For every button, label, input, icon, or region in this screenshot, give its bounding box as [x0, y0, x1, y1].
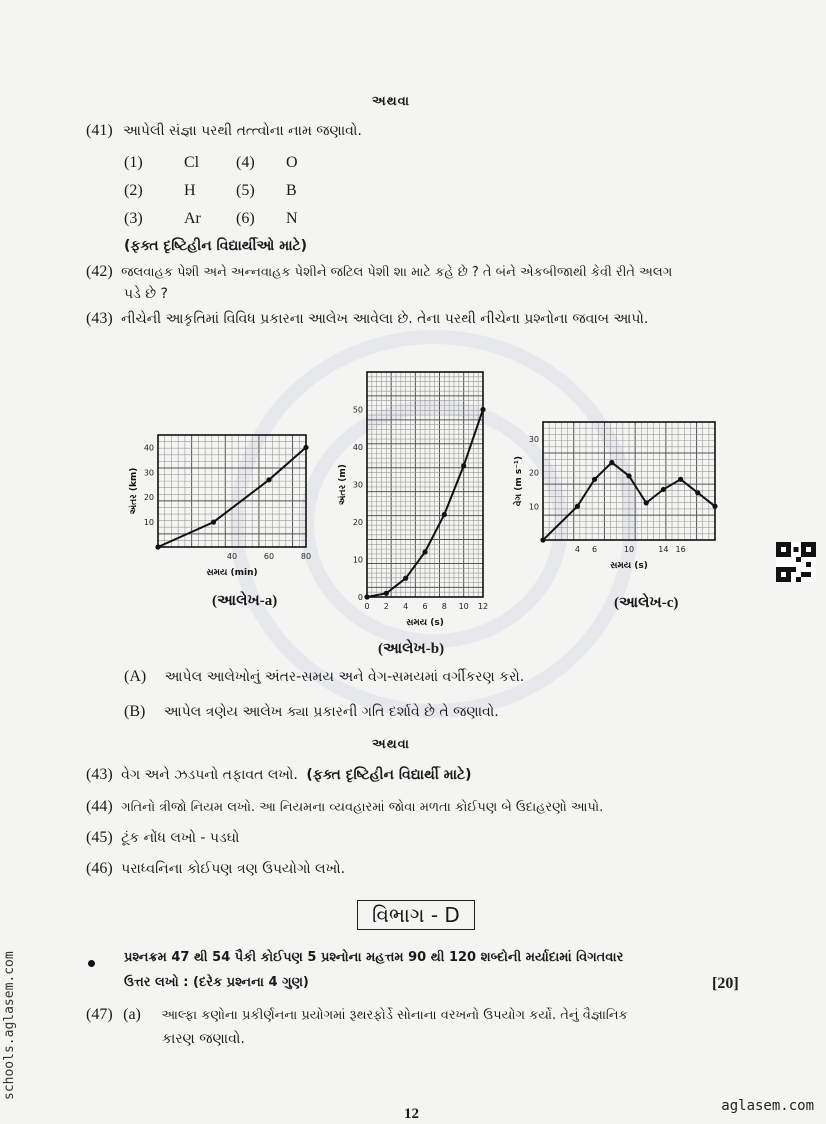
question-42-line2: પડે છે ?	[124, 286, 168, 302]
data-point	[364, 594, 369, 599]
data-point	[266, 477, 271, 482]
y-tick-label: 30	[528, 434, 539, 444]
element-1: (1) Cl	[124, 154, 200, 171]
question-text: આપેલી સંજ્ઞા પરથી તત્ત્વોના નામ જણાવો.	[123, 123, 362, 139]
section-d-heading: વિભાગ - D	[357, 900, 475, 930]
data-point	[384, 591, 389, 596]
x-tick-label: 16	[675, 545, 686, 554]
x-tick-label: 80	[300, 552, 312, 561]
y-tick-label: 40	[143, 443, 154, 453]
y-axis-label: વેગ (m s⁻¹)	[514, 455, 524, 507]
y-tick-label: 10	[143, 518, 154, 528]
x-tick-label: 2	[383, 602, 389, 611]
x-tick-label: 14	[658, 545, 669, 554]
subquestion-a: (A) આપેલ આલેખોનું અંતર-સમય અને વેગ-સમયમાં વર્ગીકરણ કરો.	[124, 668, 525, 685]
y-tick-label: 10	[352, 555, 363, 565]
question-45: (45) ટૂંક નોંધ લખો - પડઘો	[86, 829, 240, 846]
data-point	[592, 477, 597, 482]
x-tick-label: 10	[623, 545, 635, 554]
blind-students-note: (ફક્ત દૃષ્ટિહીન વિદ્યાર્થીઓ માટે)	[124, 238, 308, 254]
x-tick-label: 4	[403, 602, 409, 611]
x-axis-label: સમય (s)	[610, 561, 648, 571]
x-axis-label: સમય (min)	[206, 568, 258, 578]
question-41	[86, 122, 362, 140]
data-point	[695, 490, 700, 495]
x-tick-label: 60	[263, 552, 275, 561]
element-5: (5) B	[236, 182, 297, 199]
y-tick-label: 50	[352, 405, 363, 415]
data-point	[442, 512, 447, 517]
data-point	[644, 500, 649, 505]
graph-b-caption: (આલેખ-b)	[378, 641, 445, 657]
or-separator-1: અથવા	[372, 94, 410, 109]
y-tick-label: 10	[528, 502, 539, 512]
data-point	[626, 473, 631, 478]
y-tick-label: 20	[143, 493, 154, 503]
motion-graphs	[0, 360, 826, 660]
element-2: (2) H	[124, 182, 196, 199]
y-axis-label: અંતર (km)	[129, 467, 139, 515]
page-number: 12	[404, 1106, 419, 1122]
x-tick-label: 12	[477, 602, 489, 611]
section-instruction: પ્રશ્નક્રમ 47 થી 54 પૈકી કોઈપણ 5 પ્રશ્નોના મહત્તમ 90 થી 120 શબ્દોની મર્યાદામાં વિગતવાર	[124, 950, 624, 965]
side-watermark-url: schools.aglasem.com	[2, 951, 17, 1100]
graph-c-caption: (આલેખ-c)	[614, 595, 679, 611]
section-marks: [20]	[712, 975, 739, 992]
x-tick-label: 4	[574, 545, 580, 554]
x-axis-label: સમય (s)	[406, 618, 444, 628]
element-4: (4) O	[236, 154, 298, 171]
data-point	[712, 504, 717, 509]
question-44: (44) ગતિનો ત્રીજો નિયમ લખો. આ નિયમના વ્યવહારમાં જોવા મળતા કોઈપણ બે ઉદાહરણો આપો.	[86, 798, 604, 815]
subquestion-b: (B) આપેલ ત્રણેય આલેખ ક્યા પ્રકારની ગતિ દર્શાવે છે તે જણાવો.	[124, 703, 499, 720]
y-tick-label: 40	[352, 443, 363, 452]
y-tick-label: 20	[528, 468, 539, 478]
question-47: (47) (a) આલ્ફા કણોના પ્રકીર્ણનના પ્રયોગમાં રૂથરફોર્ડે સોનાના વરખનો ઉપયોગ કર્યો. તેનું વૈજ્ઞાનિક	[86, 1006, 628, 1023]
data-point	[303, 445, 308, 450]
question-42: (42) જલવાહક પેશી અને અન્નવાહક પેશીને જટિલ પેશી શા માટે કહે છે ? તે બંને એકબીજાથી કેવી રીતે અલગ	[86, 263, 673, 280]
data-point	[211, 520, 216, 525]
graph-a-caption: (આલેખ-a)	[212, 593, 278, 609]
data-point	[678, 477, 683, 482]
data-point	[403, 576, 408, 581]
question-number: (41)	[86, 122, 113, 139]
data-point	[609, 460, 614, 465]
data-point	[422, 549, 427, 554]
or-separator-2: અથવા	[372, 737, 410, 752]
x-tick-label: 40	[226, 552, 238, 561]
element-6: (6) N	[236, 210, 298, 227]
x-tick-label: 10	[458, 602, 469, 611]
question-47-line2: કારણ જણાવો.	[162, 1031, 245, 1047]
footer-url: aglasem.com	[721, 1098, 814, 1114]
data-point	[540, 537, 545, 542]
element-3: (3) Ar	[124, 210, 201, 227]
y-tick-label: 20	[352, 518, 363, 527]
qr-code-icon	[776, 542, 816, 582]
y-tick-label: 0	[357, 593, 363, 602]
x-tick-label: 0	[364, 602, 370, 611]
x-tick-label: 6	[422, 602, 428, 611]
question-43-alt: (43) વેગ અને ઝડપનો તફાવત લખો. (ફક્ત દૃષ્ટિહીન વિદ્યાર્થી માટે)	[86, 766, 472, 783]
section-instruction-line2: ઉત્તર લખો : (દરેક પ્રશ્નના 4 ગુણ)	[124, 975, 309, 990]
data-point	[661, 487, 666, 492]
data-point	[461, 463, 466, 468]
x-tick-label: 6	[592, 545, 598, 554]
y-tick-label: 30	[143, 468, 154, 478]
y-axis-label: અંતર (m)	[338, 464, 348, 505]
data-point	[575, 504, 580, 509]
question-46: (46) પરાધ્વનિના કોઈપણ ત્રણ ઉપયોગો લખો.	[86, 860, 346, 877]
data-point	[155, 544, 160, 549]
question-43: (43) નીચેની આકૃતિમાં વિવિધ પ્રકારના આલેખ આવેલા છે. તેના પરથી નીચેના પ્રશ્નોના જવાબ આપો.	[86, 310, 649, 327]
x-tick-label: 8	[441, 602, 447, 611]
y-tick-label: 30	[352, 480, 363, 490]
bullet	[88, 960, 95, 967]
data-point	[480, 407, 485, 412]
